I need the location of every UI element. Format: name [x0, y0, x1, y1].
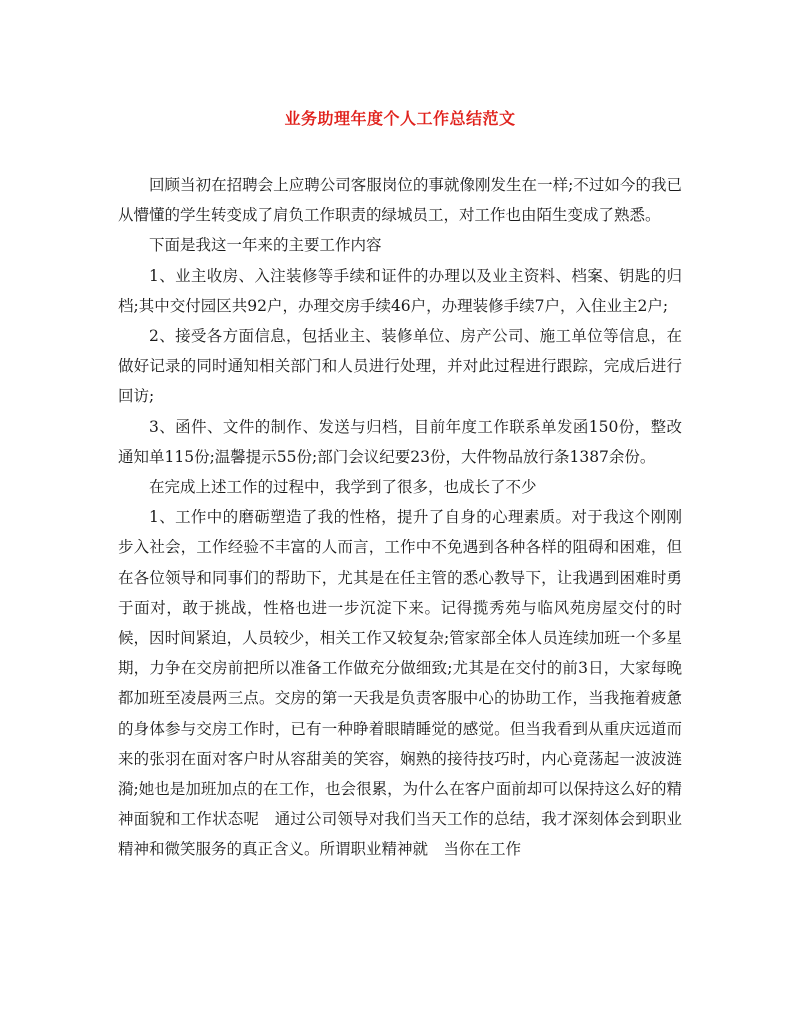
paragraph-intro: 回顾当初在招聘会上应聘公司客服岗位的事就像刚发生在一样;不过如今的我已从懵懂的学生转变成了肩负工作职责的绿城员工，对工作也由陌生变成了熟悉。 — [118, 176, 682, 225]
paragraph-work-item-3: 3、函件、文件的制作、发送与归档，目前年度工作联系单发函150份，整改通知单115份;温馨提示55份;部门会议纪要23份，大件物品放行条1387余份。 — [118, 417, 682, 466]
paragraph-work-item-2: 2、接受各方面信息，包括业主、装修单位、房产公司、施工单位等信息，在做好记录的同时通知相关部门和人员进行处理，并对此过程进行跟踪，完成后进行回访; — [118, 327, 682, 406]
paragraph-growth-heading: 在完成上述工作的过程中，我学到了很多，也成长了不少 — [149, 478, 537, 497]
document-body — [118, 170, 682, 865]
paragraph-growth-item-1: 1、工作中的磨砺塑造了我的性格，提升了自身的心理素质。对于我这个刚刚步入社会，工作经验不丰富的人而言，工作中不免遇到各种各样的阻碍和困难，但在各位领导和同事们的帮助下，尤其是在任主管的悉心教导下，让我遇到困难时勇于面对，敢于挑战，性格也进一步沉淀下来。记得揽秀苑与临风苑房屋交付的时候，因时间紧迫，人员较少，相关工作又较复杂;管家部全体人员连续加班一个多星期，力争在交房前把所以准备工作做充分做细致;尤其是在交付的前3日，大家每晚都加班至凌晨两三点。交房的第一天我是负责客服中心的协助工作，当我拖着疲惫的身体参与交房工作时，已有一种睁着眼睛睡觉的感觉。但当我看到从重庆远道而来的张羽在面对客户时从容甜美的笑容，娴熟的接待技巧时，内心竟荡起一波波涟漪;她也是加班加点的在工作，也会很累，为什么在客户面前却可以保持这么好的精神面貌和工作状态呢 通过公司领导对我们当天工作的总结，我才深刻体会到职业精神和微笑服务的真正含义。所谓职业精神就 当你在工作 — [118, 508, 682, 859]
paragraph-work-item-1: 1、业主收房、入注装修等手续和证件的办理以及业主资料、档案、钥匙的归档;其中交付园区共92户，办理交房手续46户，办理装修手续7户，入住业主2户; — [118, 266, 682, 315]
document-title: 业务助理年度个人工作总结范文 — [284, 109, 516, 128]
paragraph-work-heading: 下面是我这一年来的主要工作内容 — [149, 236, 382, 255]
